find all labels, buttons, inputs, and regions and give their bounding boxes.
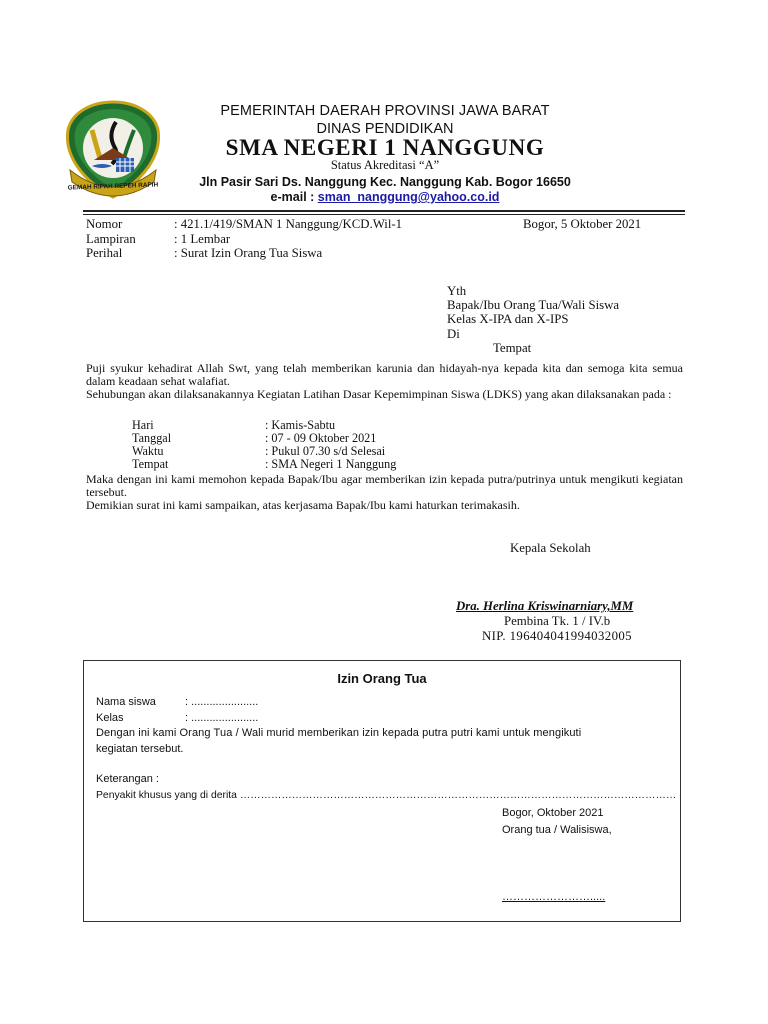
recipient-line1: Bapak/Ibu Orang Tua/Wali Siswa [447,298,620,312]
letterhead-government: PEMERINTAH DAERAH PROVINSI JAWA BARAT [220,103,550,119]
body-paragraph-3: Maka dengan ini kami memohon kepada Bapak/Ibu agar memberikan izin kepada putra/putrinya untuk mengikuti kegiatan tersebut. [86,472,683,499]
detail-value-tanggal: : 07 - 09 Oktober 2021 [265,431,377,445]
form-statement-line1: Dengan ini kami Orang Tua / Wali murid memberikan izin kepada putra putri kami untuk mengikuti [96,727,582,739]
signature-rank: Pembina Tk. 1 / IV.b [504,614,611,628]
recipient-tempat: Tempat [493,341,532,355]
letterhead-divider-thick [83,210,685,212]
letterhead-divider-thin [83,214,685,215]
recipient-yth: Yth [447,284,467,298]
form-kelas-field[interactable]: : ...................... [185,712,259,724]
lampiran-label: Lampiran [86,232,136,246]
email-link[interactable]: sman_nanggung@yahoo.co.id [317,190,500,204]
lampiran-value: : 1 Lembar [174,232,231,246]
letterhead-email-line [160,190,610,204]
body-paragraph-2: Sehubungan akan dilaksanakannya Kegiatan Latihan Dasar Kepemimpinan Siswa (LDKS) yang akan dilaksanakan pada : [86,387,672,401]
form-date: Bogor, Oktober 2021 [502,807,604,819]
letter-date: Bogor, 5 Oktober 2021 [523,217,642,231]
detail-label-tempat: Tempat [132,457,169,471]
letterhead-department: DINAS PENDIDIKAN [316,121,454,137]
detail-value-hari: : Kamis-Sabtu [265,418,336,432]
perihal-value: : Surat Izin Orang Tua Siswa [174,246,323,260]
body-paragraph-1: Puji syukur kehadirat Allah Swt, yang telah memberikan karunia dan hidayah-nya kepada kita dan semoga kita semua dalam keadaan sehat walafiat. [86,361,683,388]
svg-text:GEMAH RIPAH REPEH RAPIH: GEMAH RIPAH REPEH RAPIH [67,181,159,192]
signature-title: Kepala Sekolah [510,541,591,555]
recipient-di: Di [447,327,460,341]
body-paragraph-4: Demikian surat ini kami sampaikan, atas kerjasama Bapak/Ibu kami haturkan terimakasih. [86,498,520,512]
detail-label-waktu: Waktu [132,444,164,458]
letterhead-school-name: SMA NEGERI 1 NANGGUNG [225,135,545,160]
nomor-value: : 421.1/419/SMAN 1 Nanggung/KCD.Wil-1 [174,217,403,231]
detail-value-waktu: : Pukul 07.30 s/d Selesai [265,444,386,458]
form-penyakit-field[interactable]: Penyakit khusus yang di derita ……………………………………………………………………………………………………………… [96,790,677,801]
form-keterangan-label: Keterangan : [96,773,159,785]
form-signer: Orang tua / Walisiswa, [502,824,612,836]
form-nama-field[interactable]: : ...................... [185,696,259,708]
detail-value-tempat: : SMA Negeri 1 Nanggung [265,457,397,471]
nomor-label: Nomor [86,217,123,231]
west-java-emblem-icon [64,100,162,200]
letterhead-accreditation: Status Akreditasi “A” [330,158,440,172]
form-statement-line2: kegiatan tersebut. [96,743,184,755]
email-label: e-mail : [270,190,318,204]
letterhead-address: Jln Pasir Sari Ds. Nanggung Kec. Nanggung Kab. Bogor 16650 [199,175,571,189]
form-signature-line[interactable]: ……………………..... [502,891,606,903]
recipient-line2: Kelas X-IPA dan X-IPS [447,312,569,326]
signature-name: Dra. Herlina Kriswinarniary,MM [456,599,634,613]
detail-label-hari: Hari [132,418,154,432]
detail-label-tanggal: Tanggal [132,431,172,445]
perihal-label: Perihal [86,246,123,260]
school-logo [64,100,162,200]
form-nama-label: Nama siswa [96,696,156,708]
form-kelas-label: Kelas [96,712,124,724]
signature-nip: NIP. 196404041994032005 [482,629,632,643]
form-title: Izin Orang Tua [337,671,427,686]
